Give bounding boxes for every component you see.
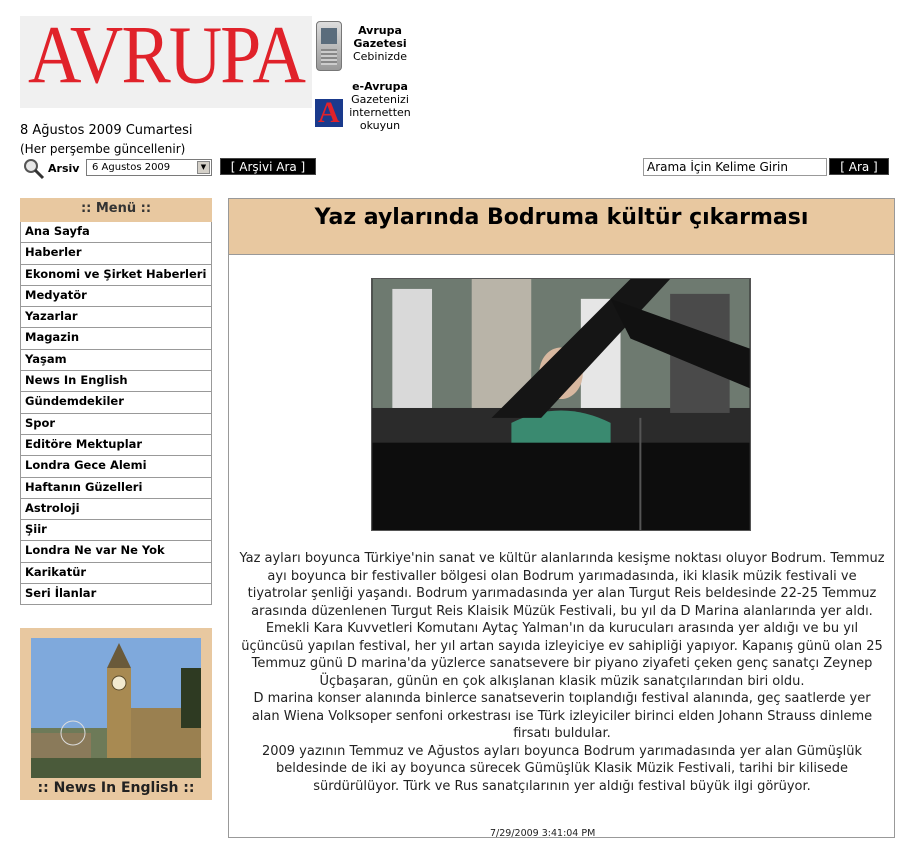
sidebar-item-yazarlar[interactable]: Yazarlar (20, 307, 212, 328)
sidebar-item-seri-ilanlar[interactable]: Seri İlanlar (20, 584, 212, 605)
sidebar-item-magazin[interactable]: Magazin (20, 328, 212, 349)
sidebar-item-editore-mektuplar[interactable]: Editöre Mektuplar (20, 435, 212, 456)
sidebar-item-yasam[interactable]: Yaşam (20, 350, 212, 371)
sidebar-item-medyator[interactable]: Medyatör (20, 286, 212, 307)
article-timestamp: 7/29/2009 3:41:04 PM (490, 828, 596, 839)
promo-online-line4: okuyun (359, 119, 401, 132)
sidebar-item-ekonomi[interactable]: Ekonomi ve Şirket Haberleri (20, 265, 212, 286)
sidebar-item-gundemdekiler[interactable]: Gündemdekiler (20, 392, 212, 413)
archive-search-button[interactable]: [ Arşivi Ara ] (220, 158, 316, 175)
mobile-phone-icon[interactable] (316, 21, 342, 71)
update-note: (Her perşembe güncellenir) (20, 142, 186, 156)
sidebar-item-londra-gece-alemi[interactable]: Londra Gece Alemi (20, 456, 212, 477)
article-paragraph-1: Yaz ayları boyunca Türkiye'nin sanat ve kültür alanlarında kesişme noktası oluyor Bodrum. Temmuz ayı boyunca bir festivaller bölgesi olan Bodrum yarımadasında, iki klasik müzik festivali ve tiyatrolar şenliği yaşandı. Bodrum yarımadasında yer alan Turgut Reis beldesinde 22-25 Temmuz arasında düzenlenen Turgut Reis Klaisik Müzük Festivali, bu yıl da D Marina alanlarında yer aldı. Emekli Kara Kuvvetleri Komutanı Aytaç Yalman'ın da kurucuları arasında yer aldığı ve bu yıl üçüncüsü yapılan festival, her yıl artan sayıda izleyiciye ev sahipliği yapıyor. Kapanış günü olan 25 Temmuz günü D marina'da yüzlerce sanatsevere bir piyano ziyafeti çeken genç sanatçı Zeynep Üçbaşaran, günün en çok alkışlanan klasik müzik sanatçılarından biri oldu. (239, 551, 885, 689)
news-in-english-title[interactable]: :: News In English :: (37, 780, 195, 796)
menu-title: :: Menü :: (20, 198, 212, 222)
archive-selected-date: 6 Agustos 2009 (92, 162, 171, 173)
sidebar-item-siir[interactable]: Şiir (20, 520, 212, 541)
sidebar-item-londra-ne-var-ne-yok[interactable]: Londra Ne var Ne Yok (20, 541, 212, 562)
sidebar-item-ana-sayfa[interactable]: Ana Sayfa (20, 222, 212, 243)
article-paragraph-3: 2009 yazının Temmuz ve Ağustos ayları boyunca Bodrum yarımadasında yer alan Gümüşlük beldesinde de iki ay boyunca sürecek Gümüşlük Klasik Müzik Festivali, tarihi bir kilisede sürdürülüyor. Türk ve Rus sanatçılarının yer aldığı festival büyük ilgi görüyor. (261, 743, 863, 794)
sidebar-item-haberler[interactable]: Haberler (20, 243, 212, 264)
sidebar-item-spor[interactable]: Spor (20, 414, 212, 435)
magnifier-icon (22, 157, 46, 181)
promo-mobile-line1: Avrupa (358, 24, 402, 37)
e-avrupa-logo-icon[interactable]: A (315, 99, 343, 127)
sidebar-menu (20, 198, 212, 605)
promo-online-line3: internetten (349, 106, 411, 119)
archive-label: Arsiv (48, 162, 80, 175)
current-date: 8 Ağustos 2009 Cumartesi (20, 123, 193, 138)
article-body (238, 550, 886, 795)
site-logo[interactable]: AVRUPA (28, 9, 304, 102)
big-ben-image[interactable] (31, 638, 201, 778)
promo-mobile-line3: Cebinizde (352, 50, 408, 63)
promo-online[interactable] (340, 80, 420, 132)
search-button[interactable]: [ Ara ] (829, 158, 889, 175)
promo-online-line2: Gazetenizi (351, 93, 409, 106)
article-paragraph-2: D marina konser alanında binlerce sanatseverin toıplandığı festival alanında, geç saatlerde yer alan Wiena Volksoper senfoni orkestrası ise Türk izleyiciler birinci elden Johann Strauss dinleme firsatı buldular. (251, 691, 873, 741)
sidebar-item-haftanin-guzelleri[interactable]: Haftanın Güzelleri (20, 478, 212, 499)
promo-mobile[interactable] (344, 24, 416, 63)
sidebar-item-news-in-english[interactable]: News In English (20, 371, 212, 392)
sidebar-item-astroloji[interactable]: Astroloji (20, 499, 212, 520)
article-headline: Yaz aylarında Bodruma kültür çıkarması (314, 205, 809, 230)
chevron-down-icon[interactable]: ▼ (197, 161, 210, 174)
article-photo (371, 278, 751, 531)
sidebar-item-karikatur[interactable]: Karikatür (20, 563, 212, 584)
promo-mobile-line2: Gazetesi (353, 37, 407, 50)
search-input[interactable] (643, 158, 827, 176)
promo-online-line1: e-Avrupa (352, 80, 408, 93)
archive-date-select[interactable] (86, 159, 212, 176)
